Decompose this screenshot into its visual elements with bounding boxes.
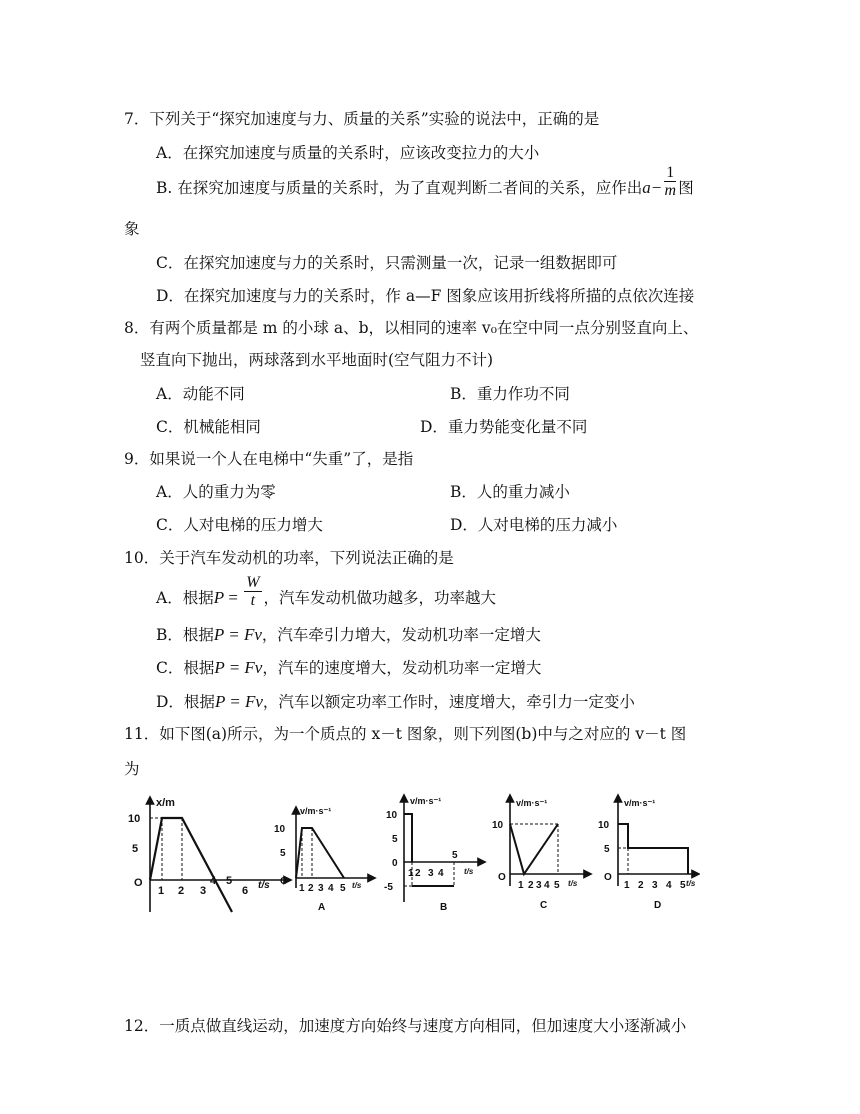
q10-option-c-formula: P = Fv xyxy=(214,658,263,677)
graph-b-d-xtick-4: 4 xyxy=(666,880,672,891)
graph-b-d-origin: O xyxy=(604,872,612,883)
q10-option-a-var-p: P xyxy=(213,588,225,607)
graph-b-d-xlabel: t/s xyxy=(686,879,696,888)
q10-option-b-formula: P = Fv xyxy=(213,625,262,644)
q10-fraction-numerator: W xyxy=(246,573,260,591)
q9-option-b: B．人的重力减小 xyxy=(450,483,570,501)
q8-stem-line2: 竖直向下抛出，两球落到水平地面时(空气阻力不计) xyxy=(140,351,494,369)
q7-stem: 7．下列关于“探究加速度与力、质量的关系”实验的说法中，正确的是 xyxy=(124,110,600,128)
graph-b-b-ylabel: v/m·s⁻¹ xyxy=(410,796,442,806)
graph-a-ytick-10: 10 xyxy=(128,813,141,825)
graph-b-b-ytick-neg5: -5 xyxy=(384,882,393,893)
q9-option-c: C．人对电梯的压力增大 xyxy=(156,516,323,534)
graph-a-xtick-5: 5 xyxy=(226,875,233,887)
q10-option-a-suffix: ，汽车发动机做功越多，功率越大 xyxy=(263,589,497,607)
q10-option-b-prefix: B．根据 xyxy=(156,626,214,644)
graph-b-a-xtick-2: 2 xyxy=(308,883,314,894)
q7-option-b-suffix: 图 xyxy=(678,179,694,197)
graph-b-c-origin: O xyxy=(498,872,506,883)
q10-option-d-suffix: ，汽车以额定功率工作时，速度增大，牵引力一定变小 xyxy=(262,693,635,711)
q10-option-b-suffix: ，汽车牵引力增大，发动机功率一定增大 xyxy=(261,626,541,644)
graph-b-b xyxy=(404,798,482,902)
graph-b-d-label: D xyxy=(654,900,662,911)
graph-b-a xyxy=(296,810,372,888)
q7-fraction-denominator: m xyxy=(664,181,677,199)
graph-b-a-xtick-3: 3 xyxy=(318,883,324,894)
graph-b-b-xtick-3: 3 xyxy=(428,868,434,879)
graph-a-xtick-2: 2 xyxy=(178,885,185,897)
graph-b-d-ytick-10: 10 xyxy=(598,820,610,831)
graph-b-b-xtick-4: 4 xyxy=(438,868,444,879)
q11-stem-line1: 11．如下图(a)所示，为一个质点的 x－t 图象，则下列图(b)中与之对应的 v－t 图 xyxy=(124,725,687,743)
q7-option-b-continuation: 象 xyxy=(124,220,140,238)
graph-b-d-ytick-5: 5 xyxy=(604,844,610,855)
graph-b-d-xtick-5: 5 xyxy=(680,880,686,891)
graph-b-a-ytick-10: 10 xyxy=(274,824,286,835)
q7-option-b-text: B. 在探究加速度与质量的关系时，为了直观判断二者间的关系，应作出 xyxy=(156,179,643,197)
graph-b-b-label: B xyxy=(440,902,448,913)
graph-b-a-xlabel: t/s xyxy=(352,881,362,890)
graph-b-a-xtick-4: 4 xyxy=(328,883,334,894)
q7-option-c: C．在探究加速度与力的关系时，只需测量一次，记录一组数据即可 xyxy=(156,254,618,272)
q10-option-c xyxy=(156,658,541,678)
q10-option-a-fraction xyxy=(244,574,261,609)
graph-a-origin: O xyxy=(134,877,143,889)
graph-b-c-ytick-10: 10 xyxy=(492,820,504,831)
q9-option-d: D．人对电梯的压力减小 xyxy=(450,516,618,534)
q8-option-a: A．动能不同 xyxy=(156,385,245,403)
q7-option-b-minus: − xyxy=(650,178,663,197)
q10-option-d xyxy=(156,692,635,712)
graph-b-d-ylabel: v/m·s⁻¹ xyxy=(624,798,656,808)
graph-b-c-xtick-2: 2 xyxy=(528,880,534,891)
graph-b-b-xtick-1: 1 xyxy=(408,868,414,879)
q10-option-a-prefix: A．根据 xyxy=(156,589,214,607)
graph-b-a-ylabel: v/m·s⁻¹ xyxy=(300,806,332,816)
q10-fraction-denominator: t xyxy=(250,591,256,609)
graph-b-a-xtick-1: 1 xyxy=(299,883,305,894)
graph-b-c-xtick-4: 4 xyxy=(544,880,550,891)
q7-fraction-numerator: 1 xyxy=(666,163,675,181)
q10-stem: 10．关于汽车发动机的功率，下列说法正确的是 xyxy=(124,549,454,567)
q10-option-d-prefix: D．根据 xyxy=(156,693,215,711)
graph-b-a-xtick-5: 5 xyxy=(340,883,346,894)
graph-b-a-origin: O xyxy=(280,876,288,887)
graph-a-xlabel: t/s xyxy=(258,880,270,891)
q7-option-b-fraction xyxy=(664,164,676,199)
graph-a-xtick-3: 3 xyxy=(200,885,207,897)
graph-a-ylabel: x/m xyxy=(156,797,175,809)
q10-option-d-formula: P = Fv xyxy=(214,692,263,711)
q9-stem: 9．如果说一个人在电梯中“失重”了，是指 xyxy=(124,450,414,468)
q7-option-a: A．在探究加速度与质量的关系时，应该改变拉力的大小 xyxy=(156,144,540,162)
q10-option-a xyxy=(156,573,497,609)
graph-b-c-label: C xyxy=(540,900,548,911)
q8-option-d: D．重力势能变化量不同 xyxy=(420,418,588,436)
graph-b-a-ytick-5: 5 xyxy=(280,848,286,859)
graph-b-d xyxy=(618,798,696,886)
q11-stem-line2: 为 xyxy=(124,760,140,778)
graph-a-xtick-6: 6 xyxy=(242,885,249,897)
graph-b-d-xtick-3: 3 xyxy=(652,880,658,891)
q10-option-a-equals: = xyxy=(224,588,243,607)
graph-b-b-xtick-5: 5 xyxy=(452,850,458,861)
q12-stem: 12．一质点做直线运动，加速度方向始终与速度方向相同，但加速度大小逐渐减小 xyxy=(124,1017,687,1035)
graph-b-c-xtick-5: 5 xyxy=(554,880,560,891)
graph-a xyxy=(150,800,288,912)
graph-b-b-origin: 0 xyxy=(392,858,398,869)
graph-a-xtick-4: 4 xyxy=(210,875,217,887)
graph-b-c-xtick-3: 3 xyxy=(536,880,542,891)
q9-option-a: A．人的重力为零 xyxy=(156,483,276,501)
graph-b-b-xlabel: t/s xyxy=(464,867,474,876)
graph-b-d-xtick-1: 1 xyxy=(624,880,630,891)
graph-b-a-label: A xyxy=(318,902,326,913)
graph-b-b-ytick-5: 5 xyxy=(392,834,398,845)
graph-b-c xyxy=(510,798,588,886)
graph-a-xtick-1: 1 xyxy=(158,885,165,897)
graph-a-ytick-5: 5 xyxy=(132,843,139,855)
q10-option-c-prefix: C．根据 xyxy=(156,659,215,677)
q8-stem-line1: 8．有两个质量都是 m 的小球 a、b，以相同的速率 v₀在空中同一点分别竖直向上、 xyxy=(124,319,699,337)
graph-b-c-xtick-1: 1 xyxy=(518,880,524,891)
graph-b-d-xtick-2: 2 xyxy=(638,880,644,891)
q10-option-b xyxy=(156,625,541,645)
q7-option-b xyxy=(156,163,694,199)
q8-option-c: C．机械能相同 xyxy=(156,418,261,436)
graph-b-c-xlabel: t/s xyxy=(568,879,578,888)
q8-option-b: B．重力作功不同 xyxy=(450,385,570,403)
graph-b-b-ytick-10: 10 xyxy=(386,810,398,821)
q10-option-c-suffix: ，汽车的速度增大，发动机功率一定增大 xyxy=(262,659,542,677)
q11-graphs xyxy=(120,792,700,920)
graph-b-b-xtick-2: 2 xyxy=(415,868,421,879)
q7-option-b-var-a: a xyxy=(642,178,651,197)
graph-b-c-ylabel: v/m·s⁻¹ xyxy=(516,798,548,808)
q7-option-d: D．在探究加速度与力的关系时，作 a—F 图象应该用折线将所描的点依次连接 xyxy=(156,287,695,305)
